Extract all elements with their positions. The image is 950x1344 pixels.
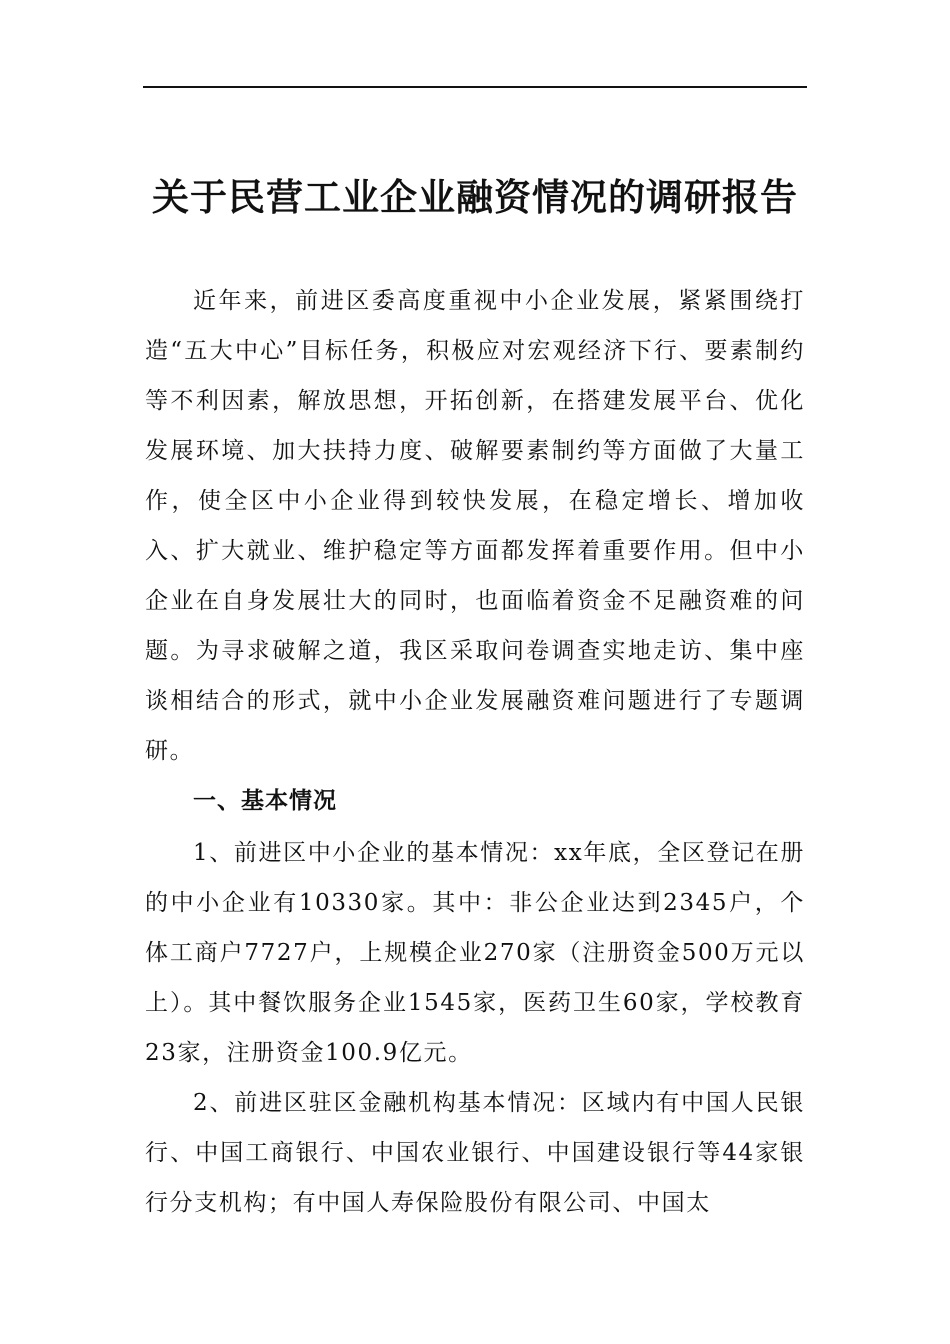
section-paragraph-2: 2、前进区驻区金融机构基本情况：区域内有中国人民银行、中国工商银行、中国农业银行、中国建设银行等44家银行分支机构；有中国人寿保险股份有限公司、中国太 bbox=[145, 1090, 805, 1216]
intro-paragraph: 近年来，前进区委高度重视中小企业发展，紧紧围绕打造“五大中心”目标任务，积极应对宏观经济下行、要素制约等不利因素，解放思想，开拓创新，在搭建发展平台、优化发展环境、加大扶持力度、破解要素制约等方面做了大量工作，使全区中小企业得到较快发展，在稳定增长、增加收入、扩大就业、维护稳定等方面都发挥着重要作用。但中小企业在自身发展壮大的同时，也面临着资金不足融资难的问题。为寻求破解之道，我区采取问卷调查实地走访、集中座谈相结合的形式，就中小企业发展融资难问题进行了专题调研。 bbox=[145, 288, 805, 764]
document-body bbox=[145, 276, 805, 1228]
section-paragraph-1: 1、前进区中小企业的基本情况：xx年底，全区登记在册的中小企业有10330家。其中：非公企业达到2345户，个体工商户7727户，上规模企业270家（注册资金500万元以上）。其中餐饮服务企业1545家，医药卫生60家，学校教育23家，注册资金100.9亿元。 bbox=[145, 840, 805, 1066]
section-heading: 一、基本情况 bbox=[193, 788, 337, 814]
document-title: 关于民营工业企业融资情况的调研报告 bbox=[152, 176, 798, 219]
header-rule bbox=[143, 86, 807, 88]
